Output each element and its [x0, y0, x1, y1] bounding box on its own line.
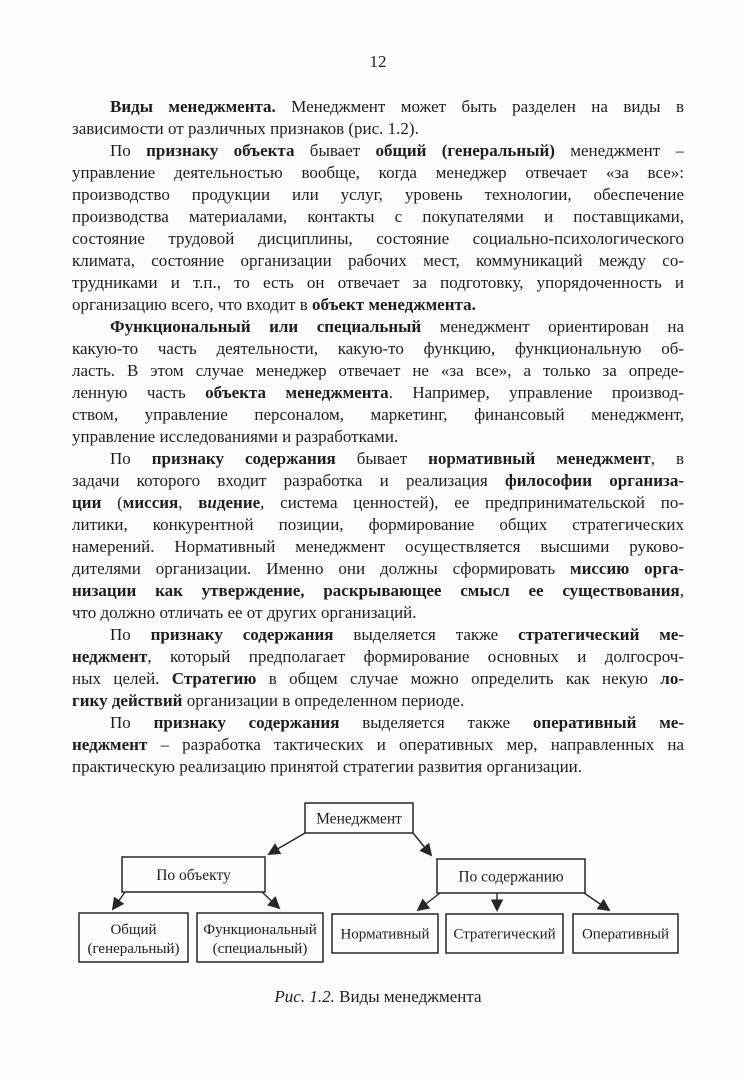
text-segment: , в: [650, 449, 684, 468]
arrow-by-content-to-operative: [584, 893, 609, 910]
text-segment: организацию всего, что входит в: [72, 295, 312, 314]
text-segment: состояние трудовой дисциплины, состояние социально-психологического: [72, 229, 684, 248]
text-segment: ции: [72, 493, 102, 512]
text-segment: организации в определенном периоде.: [182, 691, 465, 710]
text-segment: что должно отличать ее от других организаций.: [72, 603, 417, 622]
text-line: [72, 184, 684, 206]
text-segment: в общем случае можно определить как некую: [256, 669, 661, 688]
arrow-root-to-by-content: [413, 833, 431, 855]
figure-caption-title: Виды менеджмента: [334, 987, 482, 1006]
text-segment: литики, конкурентной позиции, формирование общих стратегических: [72, 515, 684, 534]
text-line: [72, 140, 684, 162]
text-line: [72, 228, 684, 250]
diagram-box-by-content-label: По содержанию: [458, 868, 564, 886]
text-line: [72, 382, 684, 404]
text-segment: По: [110, 625, 151, 644]
text-segment: оперативный ме-: [532, 713, 684, 732]
text-segment: объекта менеджмента: [205, 383, 389, 402]
text-segment: выделяется также: [333, 625, 519, 644]
text-segment: стратегический ме-: [518, 625, 684, 644]
text-segment: – разработка тактических и оперативных мер, направленных на: [147, 735, 684, 754]
diagram-box-management-label: Менеджмент: [316, 810, 402, 828]
text-segment: ,: [679, 581, 684, 600]
text-line: [72, 404, 684, 426]
text-line: [72, 162, 684, 184]
text-segment: миссия: [122, 493, 179, 512]
text-segment: бывает: [335, 449, 429, 468]
diagram-box-operative-label: Оперативный: [581, 926, 670, 943]
paragraph: [72, 448, 684, 624]
text-segment: Виды менеджмента.: [110, 97, 276, 116]
figure-caption-number: Рис. 1.2.: [274, 987, 335, 1006]
text-line: [72, 338, 684, 360]
text-segment: производство продукции или услуг, уровень технологии, обеспечение: [72, 185, 684, 204]
management-types-diagram: [0, 795, 747, 975]
text-line: [72, 646, 684, 668]
text-segment: (: [101, 493, 123, 512]
text-segment: бывает: [294, 141, 376, 160]
text-segment: зависимости от различных признаков (рис. 1.2).: [72, 119, 419, 138]
diagram-box-normative-label: Нормативный: [340, 926, 430, 943]
arrow-root-to-by-object: [269, 833, 305, 854]
arrow-by-content-to-normative: [418, 893, 440, 910]
text-line: [72, 118, 684, 140]
text-line: [72, 756, 684, 778]
text-segment: климата, состояние организации рабочих мест, коммуникаций между со-: [72, 251, 684, 270]
text-line: [72, 426, 684, 448]
text-segment: управление исследованиями и разработками.: [72, 427, 399, 446]
text-segment: выделяется также: [339, 713, 533, 732]
text-line: [72, 360, 684, 382]
text-line: [72, 712, 684, 734]
text-segment: в: [198, 493, 208, 512]
text-segment: признаку содержания: [151, 449, 336, 468]
text-segment: производства материалами, контакты с покупателями и поставщиками,: [72, 207, 684, 226]
text-line: [72, 690, 684, 712]
text-segment: менеджмент ориентирован на: [421, 317, 684, 336]
diagram-box-functional-label-line2: (специальный): [212, 941, 308, 957]
text-segment: ло-: [660, 669, 684, 688]
text-line: [72, 580, 684, 602]
text-segment: низации как утверждение, раскрывающее смысл ее существования: [72, 581, 680, 600]
text-segment: задачи которого входит разработка и реализация: [72, 471, 505, 490]
text-segment: ством, управление персоналом, маркетинг, финансовый менеджмент,: [72, 405, 684, 424]
paragraph: [72, 624, 684, 712]
diagram-box-strategic-label: Стратегический: [453, 926, 556, 943]
text-line: [72, 448, 684, 470]
text-segment: Стратегию: [171, 669, 257, 688]
text-line: [72, 558, 684, 580]
text-segment: практическую реализацию принятой стратегии развития организации.: [72, 757, 583, 776]
text-segment: неджмент: [72, 647, 148, 666]
text-segment: менеджмент –: [554, 141, 684, 160]
text-segment: По: [110, 713, 154, 732]
text-segment: общий (генеральный): [375, 141, 555, 160]
text-line: [72, 470, 684, 492]
figure-caption: [72, 987, 684, 1007]
paragraph: [72, 316, 684, 448]
diagram-box-general-label-line1: Общий: [110, 922, 157, 938]
text-segment: , система ценностей), ее предпринимательской по-: [260, 493, 684, 512]
text-segment: По: [110, 141, 147, 160]
text-segment: какую-то часть деятельности, какую-то функцию, функциональную об-: [72, 339, 684, 358]
text-segment: нормативный менеджмент: [428, 449, 651, 468]
diagram-box-general-label-line2: (генеральный): [87, 941, 180, 957]
text-segment: гику действий: [72, 691, 183, 710]
arrow-by-object-to-functional: [262, 892, 279, 908]
paragraph: [72, 140, 684, 316]
diagram-box-functional-label-line1: Функциональный: [203, 922, 317, 938]
text-line: [72, 668, 684, 690]
text-segment: философии организа-: [505, 471, 684, 490]
page-number: 12: [369, 52, 387, 71]
text-segment: дителями организации. Именно они должны сформировать: [72, 559, 570, 578]
text-line: [72, 536, 684, 558]
text-line: [72, 96, 684, 118]
text-line: [72, 624, 684, 646]
text-segment: По: [110, 449, 152, 468]
text-segment: миссию орга-: [570, 559, 684, 578]
paragraph: [72, 96, 684, 140]
text-line: [72, 206, 684, 228]
text-segment: признаку объекта: [146, 141, 295, 160]
text-segment: . Например, управление производ-: [388, 383, 684, 402]
text-segment: намерений. Нормативный менеджмент осуществляется высшими руково-: [72, 537, 684, 556]
arrow-by-object-to-general: [113, 892, 125, 909]
text-line: [72, 734, 684, 756]
text-segment: , который предполагает формирование основных и долгосроч-: [147, 647, 684, 666]
text-line: [72, 272, 684, 294]
text-line: [72, 250, 684, 272]
text-segment: ,: [178, 493, 199, 512]
text-segment: ласть. В этом случае менеджер отвечает не «за все», а только за опреде-: [72, 361, 684, 380]
text-segment: признаку содержания: [150, 625, 334, 644]
text-line: [72, 514, 684, 536]
text-segment: признаку содержания: [153, 713, 340, 732]
text-segment: неджмент: [72, 735, 148, 754]
text-segment: трудниками и т.п., то есть он отвечает за подготовку, упорядоченность и: [72, 273, 684, 292]
text-segment: управление деятельностью вообще, когда менеджер отвечает «за все»:: [72, 163, 684, 182]
text-segment: ных целей.: [72, 669, 172, 688]
body-text: [72, 96, 684, 778]
text-line: [72, 294, 684, 316]
text-line: [72, 602, 684, 624]
paragraph: [72, 712, 684, 778]
text-line: [72, 316, 684, 338]
text-line: [72, 492, 684, 514]
text-segment: и: [207, 493, 217, 512]
text-segment: объект менеджмента.: [312, 295, 476, 314]
text-segment: дение: [216, 493, 261, 512]
text-segment: Функциональный или специальный: [110, 317, 422, 336]
text-segment: Менеджмент может быть разделен на виды в: [275, 97, 684, 116]
diagram-box-by-object-label: По объекту: [156, 867, 231, 884]
text-segment: ленную часть: [72, 383, 206, 402]
